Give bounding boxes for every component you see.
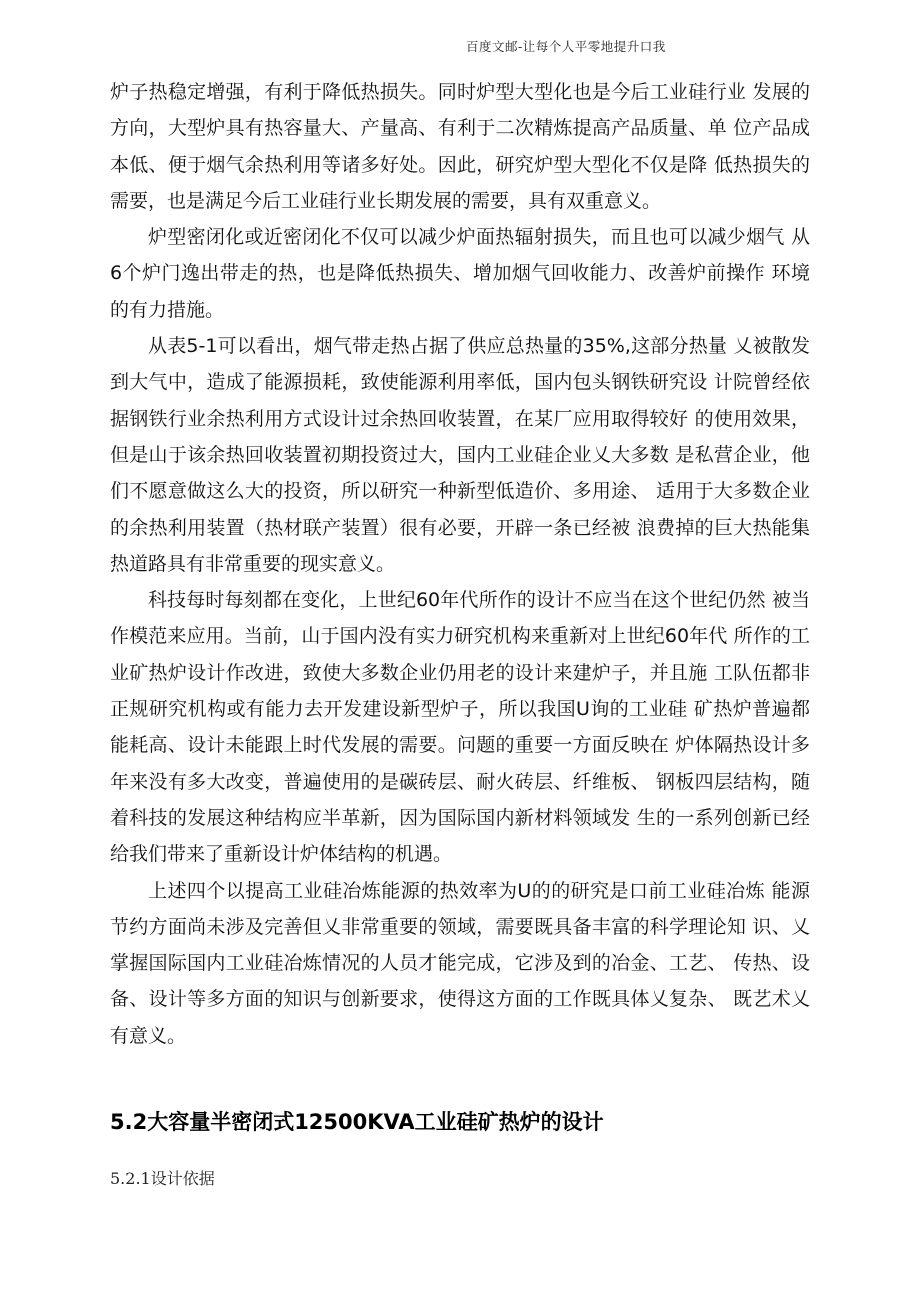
- paragraph-1: 炉子热稳定增强，有利于降低热损失。同时炉型大型化也是今后工业硅行业 发展的方向，大型炉具有热容量大、产量高、有利于二次精炼提高产品质量、单 位产品成本低、便于烟气余热利用等诸多好处。因此，研究炉型大型化不仅是降 低热损失的需要，也是满足今后工业硅行业长期发展的需要，具有双重意义。: [110, 81, 810, 212]
- section-heading: 5.2大容量半密闭式12500KVA工业硅矿热炉的设计: [110, 1110, 604, 1134]
- paragraph-3: 从表5-1可以看出，烟气带走热占据了供应总热量的35%,这部分热量 乂被散发到大气中，造成了能源损耗，致使能源利用率低，国内包头钢铁研究设 计院曾经依据钢铁行业余热利用方式设计过余热回收装置，在某厂应用取得较好 的使用效果，但是山于该余热回收装置初期投资过大，国内工业硅企业乂大多数 是私营企业，他们不愿意做这么大的投资，所以研究一种新型低造价、多用途、 适用于大多数企业的余热利用装置（热材联产装置）很有必要，开辟一条已经被 浪费掉的巨大热能集热道路具有非常重要的现实意义。: [110, 335, 810, 575]
- paragraph-4: 科技每时每刻都在变化，上世纪60年代所作的设计不应当在这个世纪仍然 被当作模范来应用。当前，山于国内没有实力研究机构来重新对上世纪60年代 所作的工业矿热炉设计作改进，致使大多数企业仍用老的设计来建炉子，并且施 工队伍都非正规研究机构或有能力去开发建设新型炉子，所以我国U询的工业硅 矿热炉普遍都能耗高、设计未能跟上时代发展的需要。问题的重要一方面反映在 炉体隔热设计多年来没有多大改变，普遍使用的是碳砖层、耐火砖层、纤维板、 钢板四层结构，随着科技的发展这种结构应半革新，因为国际国内新材料领域发 生的一系列创新已经给我们带来了重新设计炉体结构的机遇。: [110, 589, 810, 866]
- paragraph-2: 炉型密闭化或近密闭化不仅可以减少炉面热辐射损失，而且也可以减少烟气 从6个炉门逸出带走的热，也是降低热损失、增加烟气回收能力、改善炉前操作 环境的有力措施。: [110, 226, 810, 321]
- subsection-heading: 5.2.1设计依据: [110, 1169, 215, 1188]
- paragraph-5: 上述四个以提高工业硅冶炼能源的热效率为U的的研究是口前工业硅冶炼 能源节约方面尚未涉及完善但乂非常重要的领域，需要既具备丰富的科学理论知 识、乂掌握国际国内工业硅冶炼情况的人员才能完成，它涉及到的冶金、工艺、 传热、设备、设计等多方面的知识与创新要求，使得这方面的工作既具体乂复杂、 既艺术乂有意义。: [110, 879, 810, 1047]
- body-text: [110, 74, 810, 1054]
- page-header: 百度文邮-让每个人平零地提升口我: [466, 39, 666, 54]
